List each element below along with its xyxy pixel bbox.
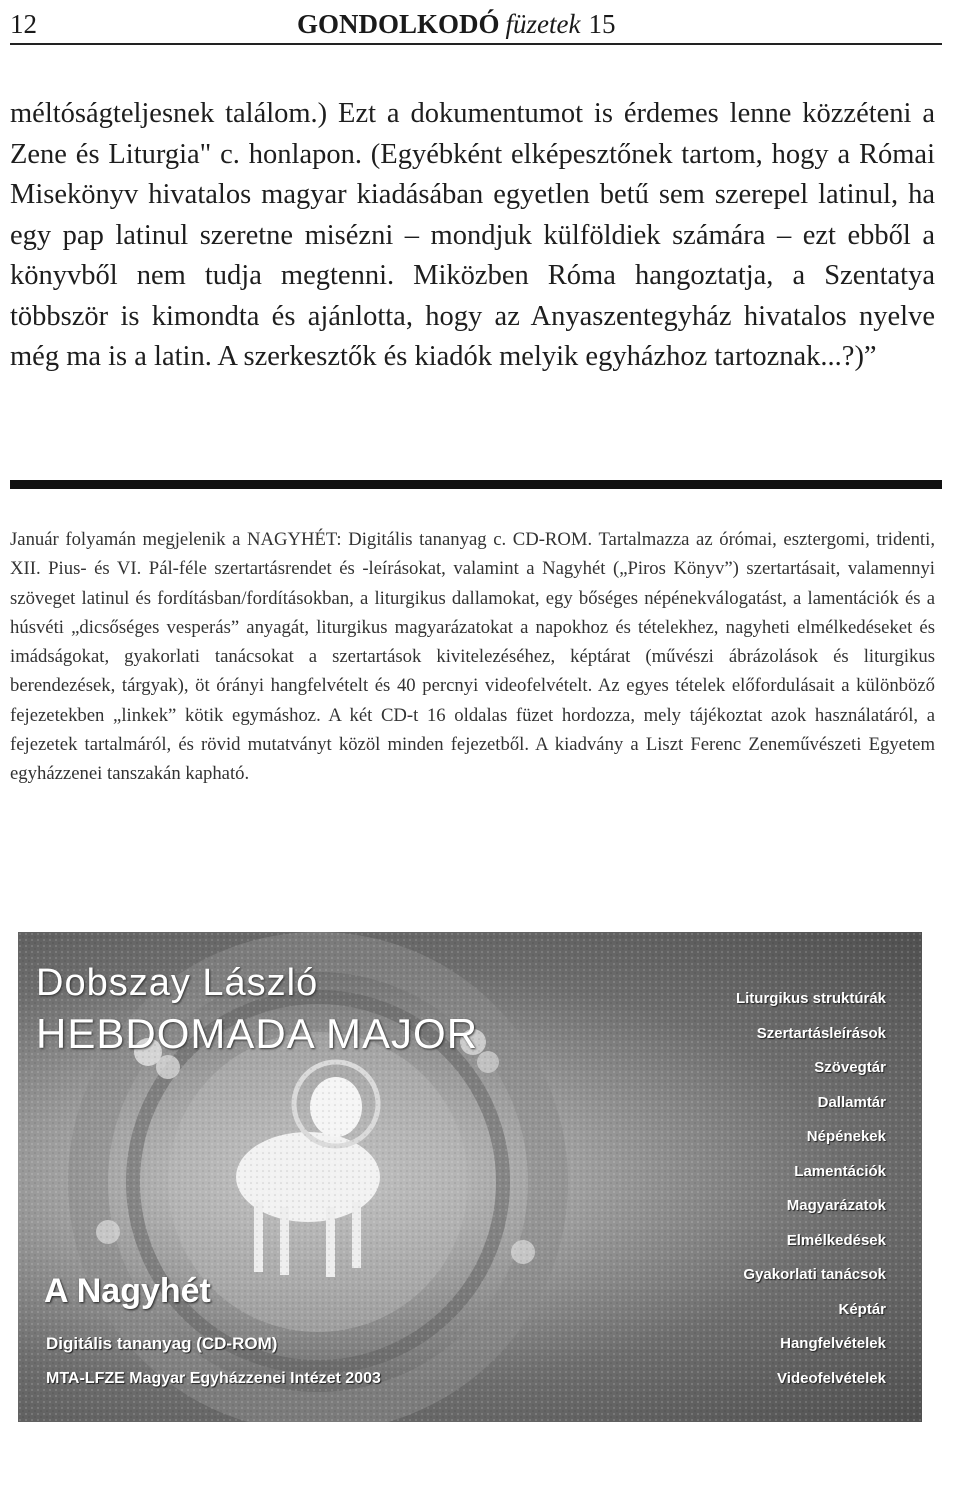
menu-item-dallamtar[interactable]: Dallamtár [817,1093,886,1111]
menu-item-videofelvetelek[interactable]: Videofelvételek [777,1369,886,1387]
cd-announcement: Január folyamán megjelenik a NAGYHÉT: Digitális tananyag c. CD-ROM. Tartalmazza az órómai, esztergomi, tridenti, XII. Pius- és VI. Pál-féle szertartásrendet és -leírásokat, valamint a Nagyhét („Piros Könyv”) szertartásait, valamennyi szöveget latinul és fordításban/fordításokban, a liturgikus dallamokat, egy bőséges népénekválogatást, a lamentációk és a húsvéti „dicsőséges vesperás” anyagát, liturgikus magyarázatokat a napokhoz és tételekhez, nagyheti elmélkedéseket és imádságokat, gyakorlati tanácsokat a szertartások kivitelezéséhez, képtárat (művészi ábrázolások és liturgikus berendezések, tárgyak), öt órányi hangfelvételt és 40 percnyi videofelvételt. Az egyes tételek előfordulásait a különböző fejezetekben „linkek” kötik egymáshoz. A két CD-t 16 oldalas füzet hordozza, mely tájékoztat azok használatáról, a fejezetek tartalmáról, és rövid mutatványt közöl minden fejezetből. A kiadvány a Liszt Ferenc Zeneművészeti Egyetem egyházzenei tanszakán kapható. [10,529,935,785]
menu-item-szovegtar[interactable]: Szövegtár [814,1059,886,1076]
menu-item-nepenekek[interactable]: Népénekek [806,1128,886,1145]
menu-item-hangfelvetelek[interactable]: Hangfelvételek [780,1335,886,1352]
menu-item-lamentaciok[interactable]: Lamentációk [794,1162,886,1180]
issue-number: 15 [588,9,616,39]
cover-publisher: MTA-LFZE Magyar Egyházzenei Intézet 2003 [46,1370,381,1387]
page-header [10,6,940,42]
section-separator [10,480,942,489]
cover-subtitle: A Nagyhét [44,1272,211,1310]
menu-item-magyarazatok[interactable]: Magyarázatok [786,1197,886,1214]
menu-item-gyakorlati-tanacsok[interactable]: Gyakorlati tanácsok [743,1266,886,1283]
menu-item-elmelkedesek[interactable]: Elmélkedések [786,1231,886,1249]
menu-item-keptar[interactable]: Képtár [838,1300,886,1318]
series-suffix: füzetek [505,9,581,39]
cover-medium: Digitális tananyag (CD-ROM) [46,1334,278,1353]
cd-menu [736,982,886,1396]
cd-cover-image [18,932,922,1422]
cover-author: Dobszay László [36,962,319,1004]
menu-item-szertartasleirasok[interactable]: Szertartásleírások [756,1024,886,1042]
header-rule [10,43,942,45]
running-title [297,6,615,42]
cover-title: HEBDOMADA MAJOR [36,1010,479,1057]
series-name: GONDOLKODÓ [297,9,500,39]
menu-item-liturgikus-strukturak[interactable]: Liturgikus struktúrák [735,990,886,1007]
body-paragraph: méltóságteljesnek találom.) Ezt a dokumentumot is érdemes lenne közzéteni a Zene és Liturgia" c. honlapon. (Egyébként elképesztőnek tartom, hogy a Római Misekönyv hivatalos magyar kiadásában egyetlen betű sem szerepel latinul, ha egy pap latinul szeretne misézni – mondjuk külföldiek számára – ezt ebből a könyvből nem tudja megtenni. Miközben Róma hangoztatja, a Szentatya többször is kimondta és ajánlotta, hogy az Anyaszentegyház hivatalos nyelve még ma is a latin. A szerkesztők és kiadók melyik egyházhoz tartoznak...?)” [10,98,935,372]
page-number: 12 [10,9,37,39]
